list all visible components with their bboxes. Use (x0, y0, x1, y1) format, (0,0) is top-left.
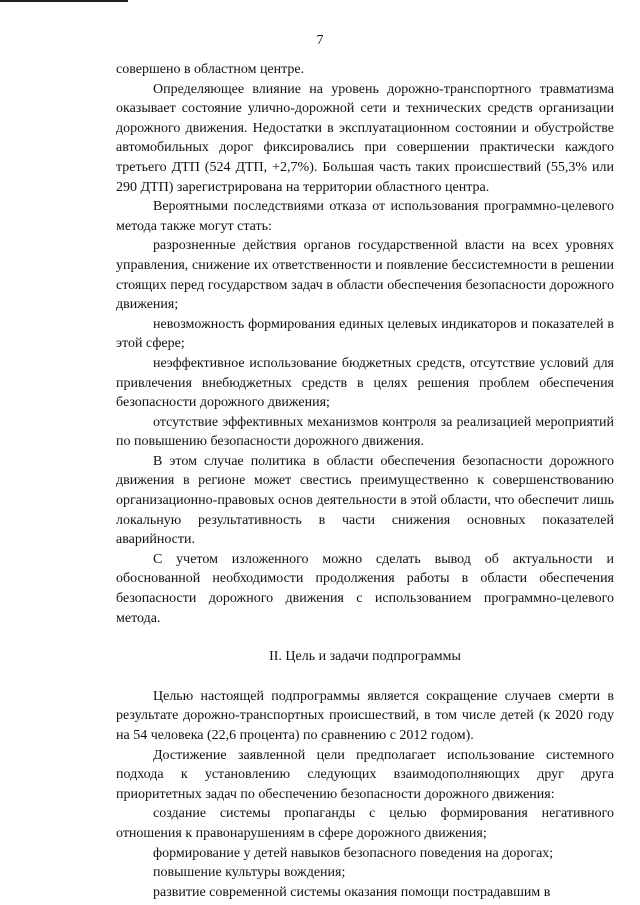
list-item: отсутствие эффективных механизмов контроля за реализацией мероприятий по повышению безопасности дорожного движения. (116, 414, 614, 450)
paragraph: Определяющее влияние на уровень дорожно-транспортного травматизма оказывает состояние улично-дорожной сети и технических средств организации дорожного движения. Недостатки в эксплуатационном состоянии и обустройстве автомобильных дорог фиксировались при совершении практически каждого третьего ДТП (524 ДТП, +2,7%). Большая часть таких происшествий (55,3% или 290 ДТП) зарегистрирована на территории областного центра. (116, 81, 614, 195)
list-item: разрозненные действия органов государственной власти на всех уровнях управления, снижение их ответственности и появление бессистемности в решении стоящих перед государством задач в области обеспечения безопасности дорожного движения; (116, 238, 614, 313)
list-item: неэффективное использование бюджетных средств, отсутствие условий для привлечения внебюджетных средств в целях решения проблем обеспечения безопасности дорожного движения; (116, 355, 614, 411)
list-item: повышение культуры вождения; (153, 865, 346, 881)
paragraph: совершено в областном центре. (116, 62, 305, 77)
list-item: формирование у детей навыков безопасного поведения на дорогах; (153, 845, 554, 861)
list-item: развитие современной системы оказания помощи пострадавшим в (153, 884, 551, 900)
document-body (116, 60, 614, 902)
paragraph: С учетом изложенного можно сделать вывод об актуальности и обоснованной необходимости продолжения работы в области обеспечения безопасности дорожного движения с использованием программно-целевого метода. (116, 551, 614, 626)
paragraph: Целью настоящей подпрограммы является сокращение случаев смерти в результате дорожно-транспортных происшествий, в том числе детей (к 2020 году на 54 человека (22,6 процента) по сравнению с 2012 годом). (116, 688, 614, 743)
list-item: невозможность формирования единых целевых индикаторов и показателей в этой сфере; (116, 316, 614, 352)
top-rule (0, 0, 128, 2)
paragraph: В этом случае политика в области обеспечения безопасности дорожного движения в регионе может свестись преимущественно к совершенствованию организационно-правовых основ деятельности в этой области, что обеспечит лишь локальную результативность в части снижения основных показателей аварийности. (116, 453, 614, 548)
paragraph: Вероятными последствиями отказа от использования программно-целевого метода также могут стать: (116, 199, 614, 234)
page-number: 7 (316, 33, 324, 48)
list-item: создание системы пропаганды с целью формирования негативного отношения к правонарушениям в сфере дорожного движения; (116, 806, 614, 841)
paragraph: Достижение заявленной цели предполагает использование системного подхода к установлению следующих взаимодополняющих друг друга приоритетных задач по обеспечению безопасности дорожного движения: (116, 747, 614, 802)
section-heading: II. Цель и задачи подпрограммы (269, 649, 461, 665)
